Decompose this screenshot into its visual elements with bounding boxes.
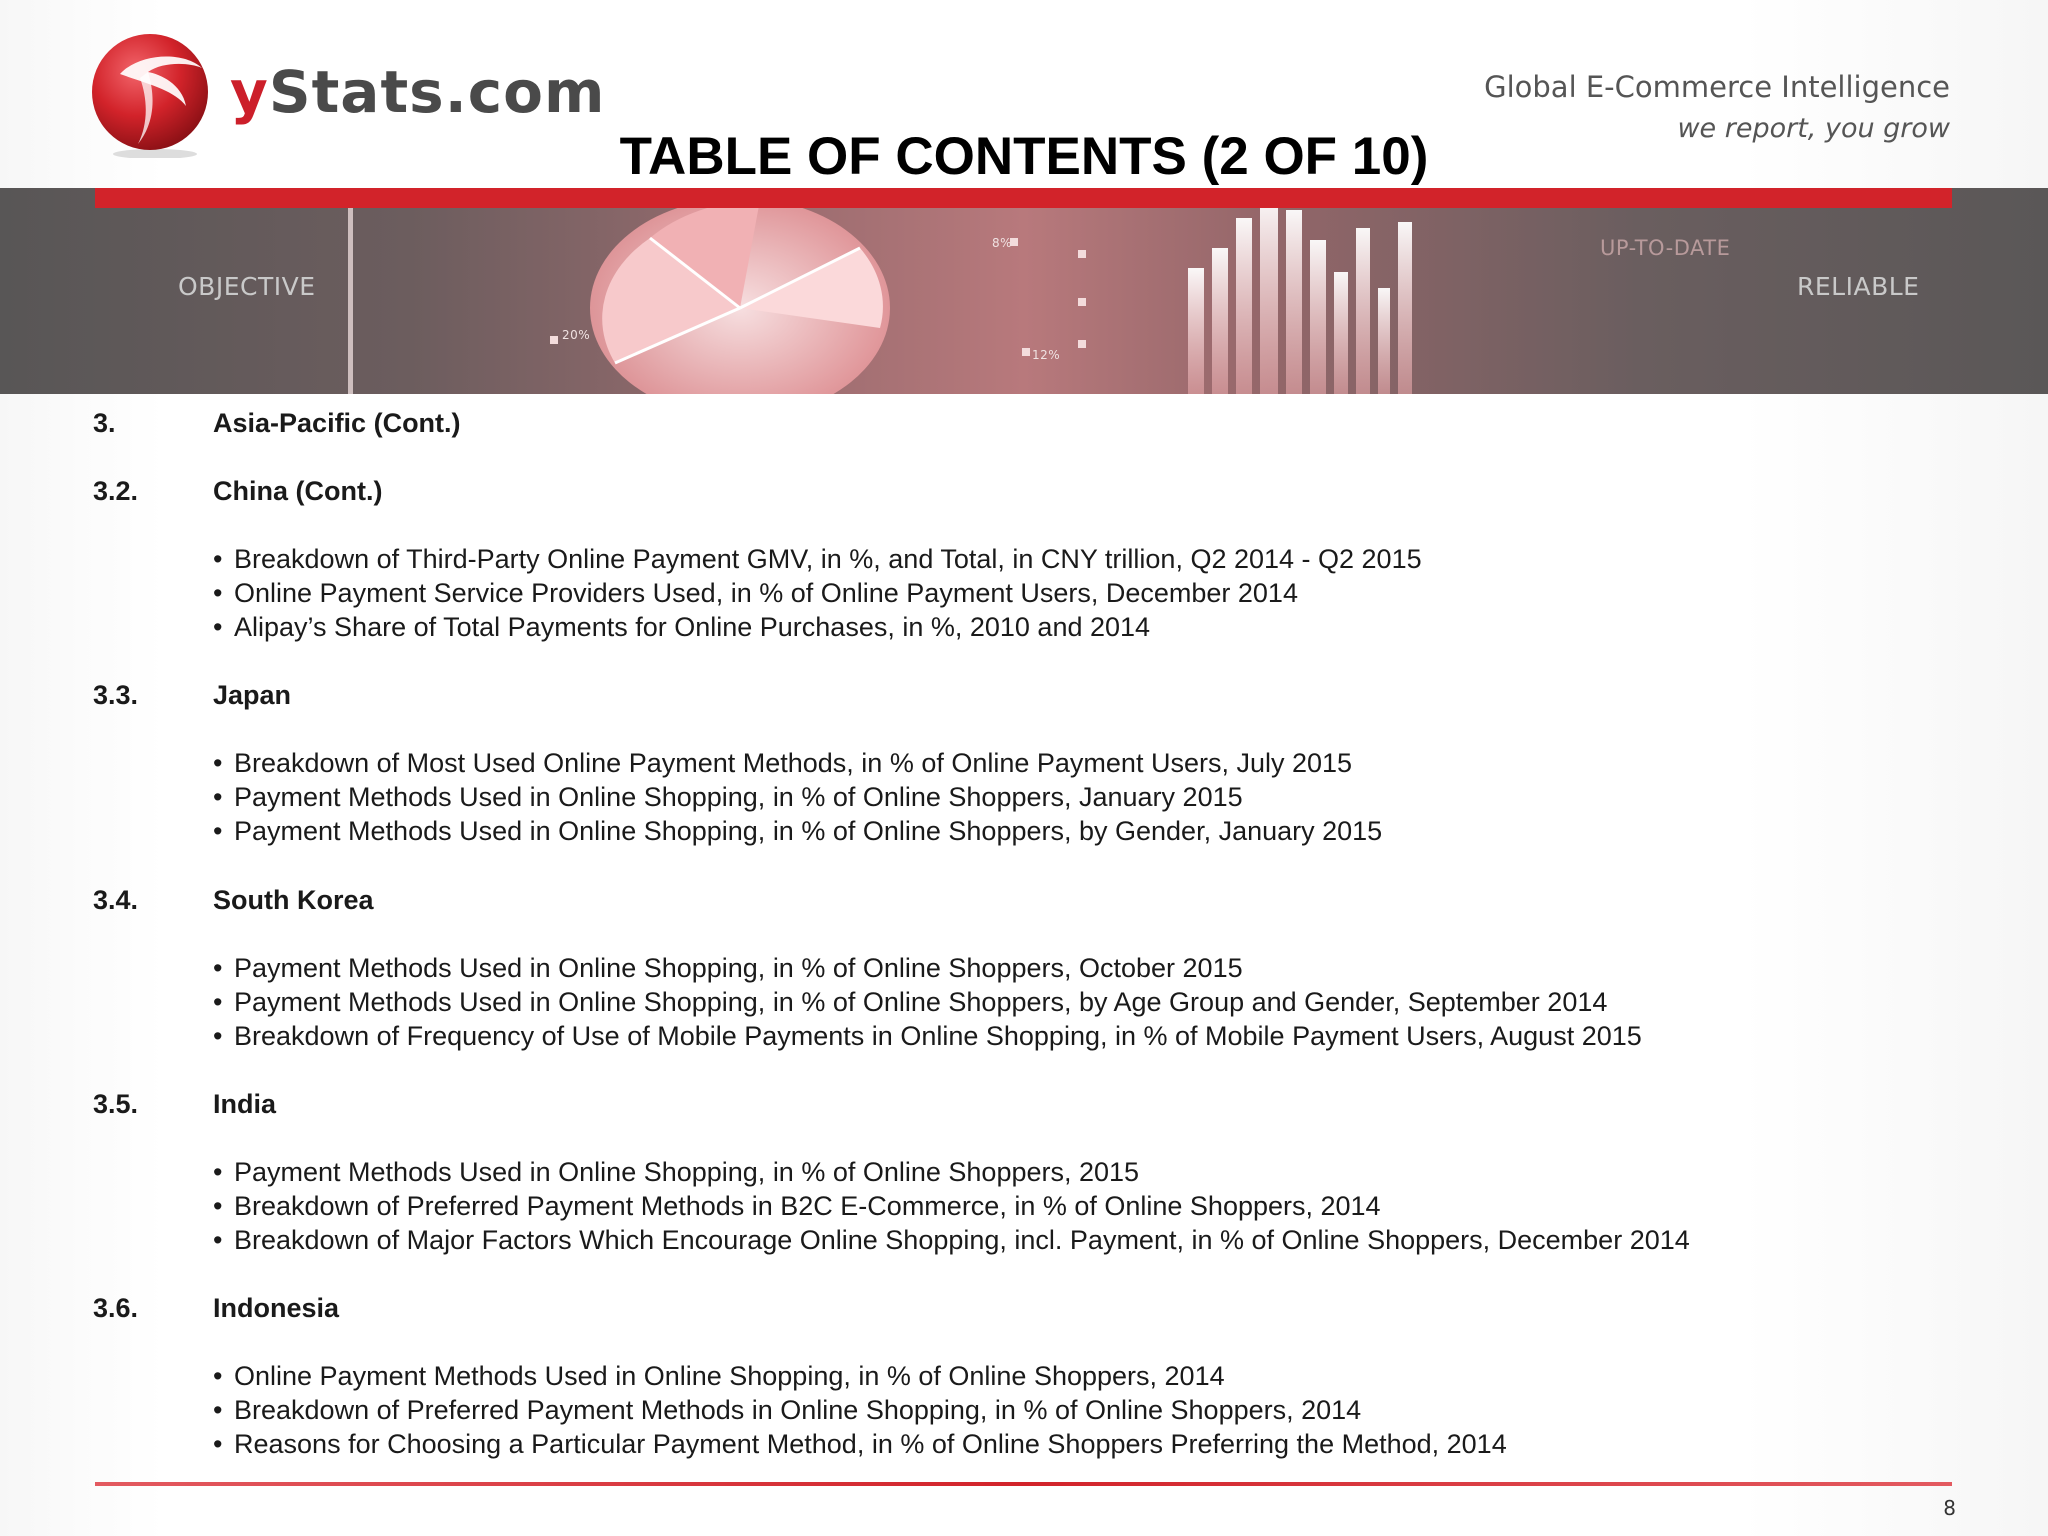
toc-item-text: Payment Methods Used in Online Shopping, in % of Online Shoppers, October 2015 bbox=[234, 953, 1243, 983]
section-title: India bbox=[213, 1089, 277, 1119]
toc-item-text: Payment Methods Used in Online Shopping, in % of Online Shoppers, by Age Group and Gender, September 2014 bbox=[234, 987, 1608, 1017]
section-number: 3.2. bbox=[93, 476, 139, 506]
toc-list-item: • Breakdown of Preferred Payment Methods in B2C E-Commerce, in % of Online Shoppers, 2014 bbox=[213, 1191, 1381, 1221]
toc-list-item: • Breakdown of Frequency of Use of Mobile Payments in Online Shopping, in % of Mobile Payment Users, August 2015 bbox=[213, 1021, 1642, 1051]
toc-item-text: Payment Methods Used in Online Shopping, in % of Online Shoppers, by Gender, January 2015 bbox=[234, 816, 1383, 846]
toc-list-item: • Payment Methods Used in Online Shopping, in % of Online Shoppers, by Age Group and Gender, September 2014 bbox=[213, 987, 1608, 1017]
toc-item-text: Breakdown of Most Used Online Payment Methods, in % of Online Payment Users, July 2015 bbox=[234, 748, 1353, 778]
toc-item-text: Breakdown of Frequency of Use of Mobile Payments in Online Shopping, in % of Mobile Payment Users, August 2015 bbox=[234, 1021, 1642, 1051]
tagline-line2: we report, you grow bbox=[1677, 113, 1950, 144]
banner-chart-label-2: 8% bbox=[992, 236, 1013, 250]
banner-word-objective: OBJECTIVE bbox=[178, 272, 316, 301]
toc-item-text: Breakdown of Preferred Payment Methods in B2C E-Commerce, in % of Online Shoppers, 2014 bbox=[234, 1191, 1381, 1221]
section-number: 3. bbox=[93, 408, 116, 438]
section-title: Asia-Pacific (Cont.) bbox=[213, 408, 461, 438]
section-number: 3.3. bbox=[93, 680, 139, 710]
tagline-line1: Global E-Commerce Intelligence bbox=[1484, 70, 1950, 104]
section-title: China (Cont.) bbox=[213, 476, 383, 506]
banner-pie-icon bbox=[590, 198, 890, 394]
toc-list-item: • Payment Methods Used in Online Shopping, in % of Online Shoppers, by Gender, January 2015 bbox=[213, 816, 1383, 846]
logo-rest: Stats.com bbox=[268, 58, 606, 126]
banner-word-up-to-date: UP-TO-DATE bbox=[1600, 236, 1731, 260]
toc-list-item: • Online Payment Service Providers Used, in % of Online Payment Users, December 2014 bbox=[213, 578, 1298, 608]
toc-list-item: • Alipay’s Share of Total Payments for Online Purchases, in %, 2010 and 2014 bbox=[213, 612, 1151, 642]
toc-item-text: Reasons for Choosing a Particular Payment Method, in % of Online Shoppers Preferring the Method, 2014 bbox=[234, 1429, 1507, 1459]
toc-item-text: Payment Methods Used in Online Shopping, in % of Online Shoppers, January 2015 bbox=[234, 782, 1243, 812]
page-title: TABLE OF CONTENTS (2 OF 10) bbox=[619, 127, 1429, 186]
toc-list-item: • Online Payment Methods Used in Online Shopping, in % of Online Shoppers, 2014 bbox=[213, 1361, 1225, 1391]
toc-list-item: • Payment Methods Used in Online Shopping, in % of Online Shoppers, January 2015 bbox=[213, 782, 1243, 812]
toc-item-text: Online Payment Methods Used in Online Shopping, in % of Online Shoppers, 2014 bbox=[234, 1361, 1225, 1391]
banner-word-reliable: RELIABLE bbox=[1797, 272, 1920, 301]
toc-list-item: • Breakdown of Most Used Online Payment Methods, in % of Online Payment Users, July 2015 bbox=[213, 748, 1353, 778]
section-title: South Korea bbox=[213, 885, 374, 915]
toc-item-text: Payment Methods Used in Online Shopping, in % of Online Shoppers, 2015 bbox=[234, 1157, 1140, 1187]
section-title: Indonesia bbox=[213, 1293, 340, 1323]
toc-list-item: • Reasons for Choosing a Particular Payment Method, in % of Online Shoppers Preferring the Method, 2014 bbox=[213, 1429, 1507, 1459]
banner-chart-label-1: 20% bbox=[562, 328, 591, 342]
banner-bars-icon bbox=[1188, 198, 1412, 394]
header-banner-image bbox=[0, 188, 2048, 394]
toc-list-item: • Payment Methods Used in Online Shopping, in % of Online Shoppers, October 2015 bbox=[213, 953, 1243, 983]
header-red-bar bbox=[95, 188, 1952, 208]
toc-list-item: • Payment Methods Used in Online Shopping, in % of Online Shoppers, 2015 bbox=[213, 1157, 1140, 1187]
toc-list-item: • Breakdown of Third-Party Online Payment GMV, in %, and Total, in CNY trillion, Q2 2014 - Q2 2015 bbox=[213, 544, 1422, 574]
toc-item-text: Breakdown of Third-Party Online Payment GMV, in %, and Total, in CNY trillion, Q2 2014 - Q2 2015 bbox=[234, 544, 1422, 574]
toc-item-text: Breakdown of Preferred Payment Methods in Online Shopping, in % of Online Shoppers, 2014 bbox=[234, 1395, 1362, 1425]
section-number: 3.6. bbox=[93, 1293, 139, 1323]
toc-item-text: Breakdown of Major Factors Which Encourage Online Shopping, incl. Payment, in % of Online Shoppers, December 2014 bbox=[234, 1225, 1690, 1255]
logo-prefix: y bbox=[230, 58, 269, 126]
section-title: Japan bbox=[213, 680, 292, 710]
page-number: 8 bbox=[1943, 1496, 1956, 1520]
logo-wordmark bbox=[230, 58, 605, 126]
section-number: 3.4. bbox=[93, 885, 139, 915]
toc-list-item: • Breakdown of Major Factors Which Encourage Online Shopping, incl. Payment, in % of Online Shoppers, December 2014 bbox=[213, 1225, 1690, 1255]
toc-list-item: • Breakdown of Preferred Payment Methods in Online Shopping, in % of Online Shoppers, 2014 bbox=[213, 1395, 1362, 1425]
toc-item-text: Online Payment Service Providers Used, in % of Online Payment Users, December 2014 bbox=[234, 578, 1298, 608]
footer-divider bbox=[95, 1482, 1952, 1486]
banner-chart-label-3: 12% bbox=[1032, 348, 1061, 362]
section-number: 3.5. bbox=[93, 1089, 139, 1119]
toc-item-text: Alipay’s Share of Total Payments for Online Purchases, in %, 2010 and 2014 bbox=[234, 612, 1151, 642]
